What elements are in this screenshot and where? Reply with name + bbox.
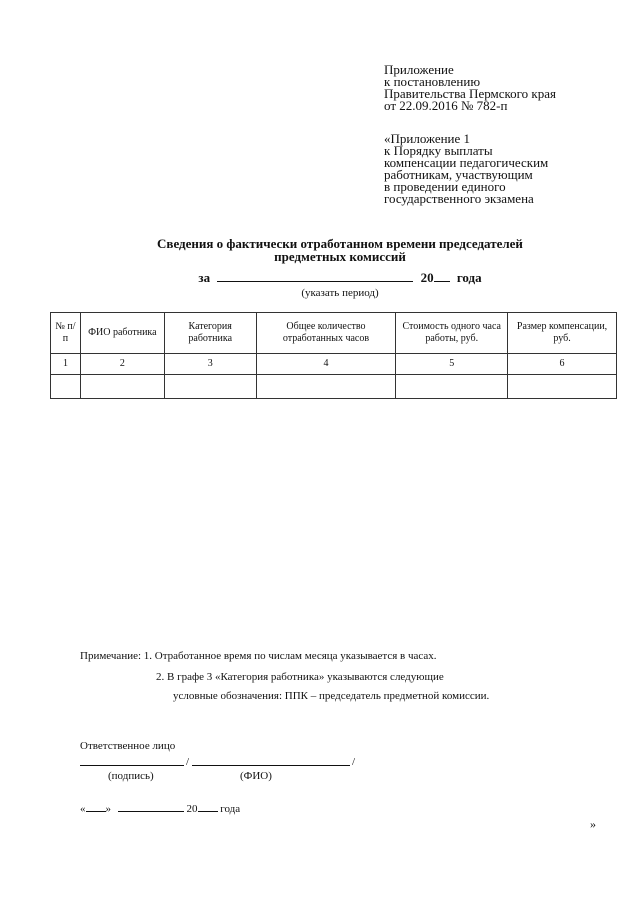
appendix2-line: государственного экзамена [384, 191, 534, 206]
table-cell [51, 375, 81, 399]
header-category: Категория работника [164, 313, 256, 354]
signature-line [80, 765, 184, 766]
header-hour-cost: Стоимость одного часа работы, руб. [396, 313, 508, 354]
column-number: 3 [164, 354, 256, 375]
appendix-line: к постановлению [384, 74, 481, 89]
year-blank [434, 270, 450, 282]
year-prefix: 20 [186, 803, 198, 815]
column-number: 2 [80, 354, 164, 375]
header-name: ФИО работника [80, 313, 164, 354]
table-cell [164, 375, 256, 399]
appendix2-line: компенсации педагогическим [384, 155, 549, 170]
table-header-row [51, 313, 617, 354]
responsible-person-label: Ответственное лицо [80, 740, 176, 752]
year-blank [198, 802, 218, 812]
appendix-line: Правительства Пермского края [384, 86, 556, 101]
table-row [51, 375, 617, 399]
slash: / [352, 756, 356, 768]
document-title: Сведения о фактически отработанном времени председателей [157, 236, 523, 251]
appendix2-line: в проведении единого [384, 179, 506, 194]
date-line [80, 802, 240, 815]
hours-table [50, 312, 617, 399]
slash: / [186, 756, 190, 768]
column-number: 4 [256, 354, 396, 375]
header-compensation: Размер компенсации, руб. [508, 313, 617, 354]
period-year: 20 [420, 270, 434, 285]
period-hint: (указать период) [301, 287, 379, 299]
appendix-to-procedure [384, 133, 548, 205]
table-cell [508, 375, 617, 399]
appendix2-line: к Порядку выплаты [384, 143, 493, 158]
column-number: 6 [508, 354, 617, 375]
note-3: условные обозначения: ППК – председатель предметной комиссии. [173, 690, 490, 702]
period-blank [217, 270, 413, 282]
year-suffix: года [220, 803, 241, 815]
note-1: Примечание: 1. Отработанное время по числам месяца указывается в часах. [80, 650, 437, 662]
date-open-quote: « [80, 803, 86, 815]
closing-quote: » [590, 817, 596, 831]
month-blank [118, 802, 184, 812]
document-title-line2: предметных комиссий [274, 249, 406, 264]
period-suffix: года [456, 270, 482, 285]
appendix-line: Приложение [384, 62, 454, 77]
date-close-quote: » [105, 803, 111, 815]
table-cell [396, 375, 508, 399]
period-line [60, 270, 620, 286]
signature-caption: (подпись) [108, 770, 154, 782]
table-cell [80, 375, 164, 399]
column-number: 5 [396, 354, 508, 375]
table-cell [256, 375, 396, 399]
period-prefix: за [198, 270, 211, 285]
header-number: № п/п [51, 313, 81, 354]
appendix-header [384, 64, 556, 112]
appendix-line: от 22.09.2016 № 782-п [384, 98, 508, 113]
appendix2-line: «Приложение 1 [384, 131, 471, 146]
table-number-row [51, 354, 617, 375]
name-line [192, 765, 350, 766]
day-blank [86, 802, 106, 812]
name-caption: (ФИО) [240, 770, 272, 782]
column-number: 1 [51, 354, 81, 375]
header-total-hours: Общее количество отработанных часов [256, 313, 396, 354]
note-2: 2. В графе 3 «Категория работника» указываются следующие [156, 671, 444, 683]
appendix2-line: работникам, участвующим [384, 167, 533, 182]
